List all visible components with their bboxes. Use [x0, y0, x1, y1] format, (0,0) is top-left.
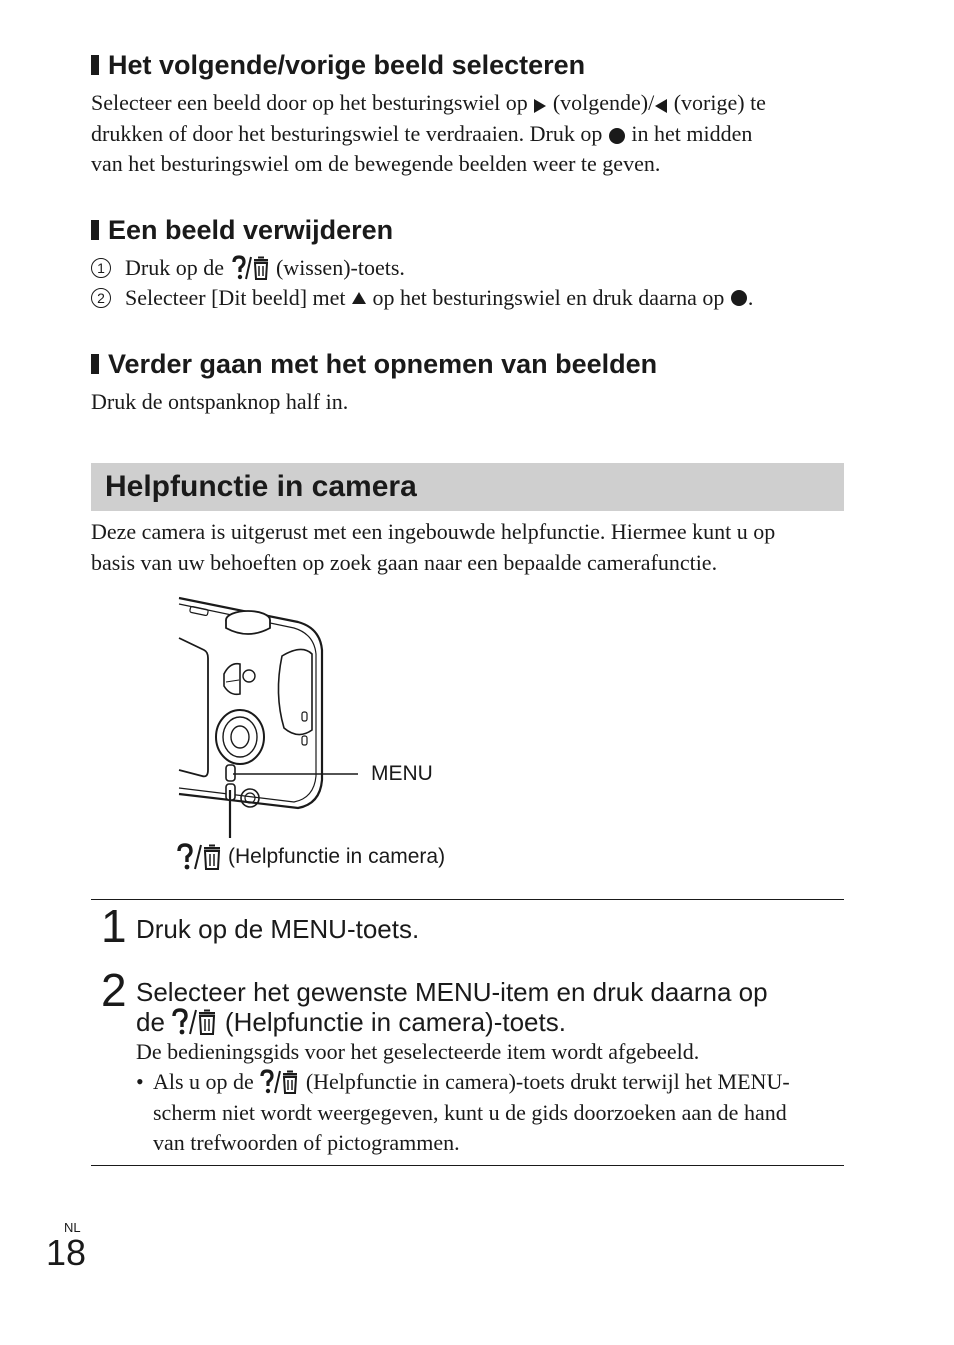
- banner-title: Helpfunctie in camera: [105, 470, 417, 503]
- text: Als u op de: [153, 1069, 254, 1094]
- camera-illustration: [170, 590, 370, 840]
- help-callout-text: (Helpfunctie in camera): [228, 845, 446, 868]
- heading-text: Verder gaan met het opnemen van beelden: [108, 349, 658, 379]
- step-2-title-line: Selecteer het gewenste MENU-item en druk daarna op: [136, 977, 768, 1007]
- step-1-title: Druk op de MENU-toets.: [136, 914, 420, 944]
- text: Selecteer [Dit beeld] met: [125, 285, 346, 310]
- next-prev-paragraph: [91, 88, 851, 180]
- heading-next-prev: [91, 49, 585, 81]
- heading-text: Een beeld verwijderen: [108, 215, 394, 245]
- bullet-line: scherm niet wordt weergegeven, kunt u de gids doorzoeken aan de hand: [153, 1099, 787, 1125]
- divider-bottom: [91, 1165, 844, 1166]
- menu-callout-label: MENU: [371, 762, 433, 785]
- intro-line: basis van uw behoeften op zoek gaan naar een bepaalde camerafunctie.: [91, 549, 718, 575]
- triangle-left-icon: [654, 98, 668, 114]
- text: Selecteer een beeld door op het besturingswiel op: [91, 90, 528, 115]
- help-trash-icon: [169, 1008, 221, 1036]
- text: (wissen)-toets.: [275, 255, 405, 280]
- triangle-right-icon: [533, 98, 547, 114]
- bullet-line: [136, 1067, 856, 1098]
- step-number: 1: [91, 258, 111, 278]
- step-number: 2: [91, 288, 111, 308]
- heading-continue: [91, 348, 657, 380]
- bullet-dot: •: [136, 1069, 144, 1094]
- divider-top: [91, 899, 844, 900]
- heading-marker: [91, 55, 99, 75]
- step-2-title-line: [136, 1007, 846, 1037]
- bullet-line: van trefwoorden of pictogrammen.: [153, 1130, 460, 1155]
- text: (Helpfunctie in camera)-toets.: [224, 1007, 566, 1037]
- text: de: [136, 1007, 165, 1037]
- step-1-number: 1: [101, 900, 127, 952]
- text: (Helpfunctie in camera)-toets drukt terwijl het MENU-: [305, 1069, 790, 1094]
- triangle-up-icon: [351, 291, 367, 305]
- text: drukken of door het besturingswiel te verdraaien. Druk op: [91, 120, 603, 146]
- heading-text: Het volgende/vorige beeld selecteren: [108, 50, 586, 80]
- continue-text: Druk de ontspanknop half in.: [91, 389, 349, 414]
- filled-circle-icon: [730, 289, 748, 307]
- help-trash-icon: [176, 843, 224, 871]
- filled-circle-icon: [608, 127, 626, 145]
- heading-marker: [91, 220, 99, 240]
- step-2-number: 2: [101, 964, 127, 1016]
- step-2-title: [136, 977, 846, 1037]
- help-intro: [91, 517, 851, 578]
- page-number: 18: [46, 1232, 87, 1273]
- text: van het besturingswiel om de bewegende beelden weer te geven.: [91, 151, 661, 176]
- delete-step-2: [91, 283, 753, 313]
- section-banner: [91, 463, 844, 511]
- delete-step-1: [91, 253, 405, 283]
- heading-delete: [91, 214, 393, 246]
- text: (volgende)/: [552, 90, 655, 115]
- heading-marker: [91, 354, 99, 374]
- text: .: [747, 285, 754, 310]
- intro-line: Deze camera is uitgerust met een ingebouwde helpfunctie. Hiermee kunt u op: [91, 519, 776, 544]
- step-2-bullet: [136, 1067, 856, 1159]
- language-code: NL: [64, 1220, 81, 1235]
- help-callout-label: [176, 843, 445, 871]
- text: (vorige) te: [673, 90, 766, 115]
- help-trash-icon: [258, 1069, 302, 1095]
- help-trash-icon: [230, 255, 270, 281]
- text: in het midden: [631, 120, 753, 146]
- step-2-detail: De bedieningsgids voor het geselecteerde item wordt afgebeeld.: [136, 1039, 700, 1064]
- text: op het besturingswiel en druk daarna op: [372, 285, 725, 310]
- text: Druk op de: [125, 255, 224, 280]
